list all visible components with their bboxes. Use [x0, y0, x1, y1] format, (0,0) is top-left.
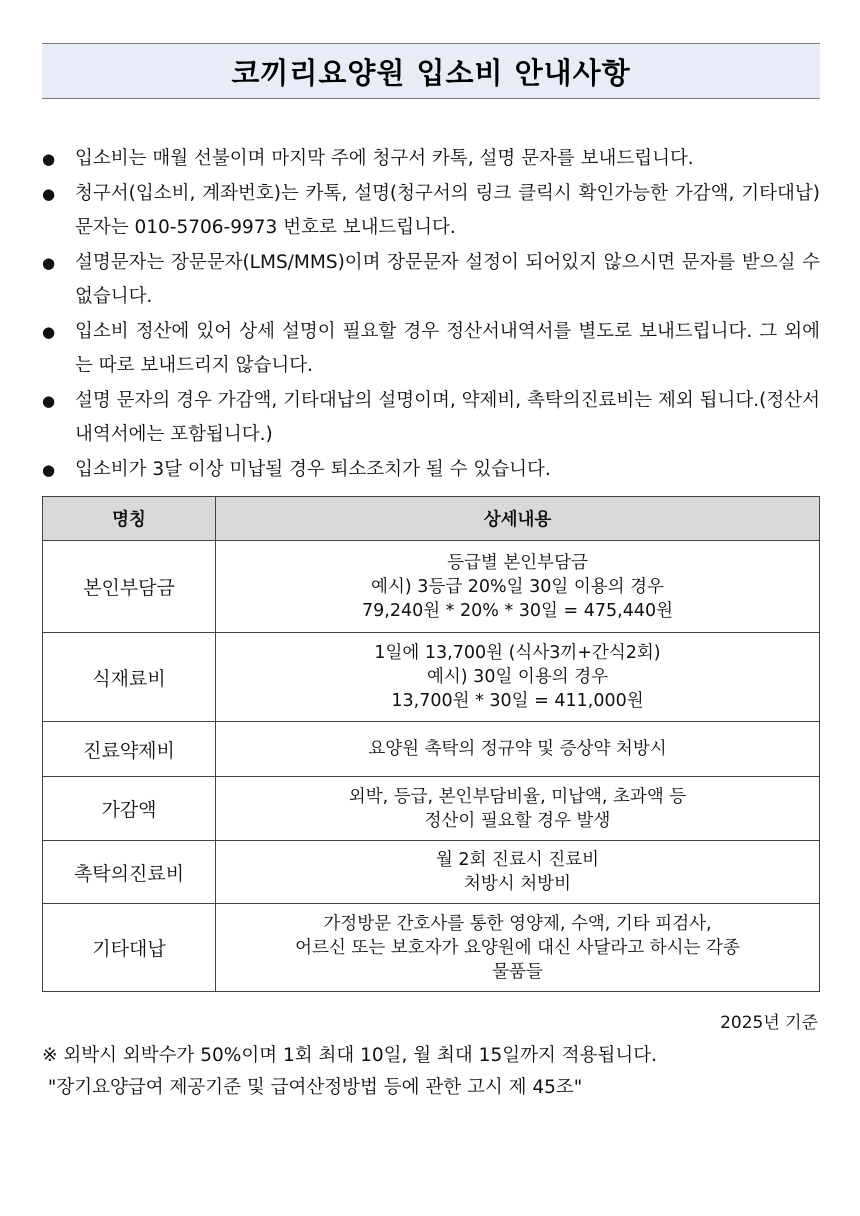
detail-line: 어르신 또는 보호자가 요양원에 대신 사달라고 하시는 각종	[295, 937, 740, 958]
detail-line: 79,240원 * 20% * 30일 = 475,440원	[361, 600, 674, 621]
list-item-text: 입소비가 3달 이상 미납될 경우 퇴소조치가 될 수 있습니다.	[75, 458, 551, 480]
list-item-text: 입소비는 매월 선불이며 마지막 주에 청구서 카톡, 설명 문자를 보내드립니다.	[75, 148, 694, 169]
row-name: 기타대납	[43, 904, 216, 992]
table-row	[43, 777, 820, 841]
list-item-text: 설명 문자의 경우 가감액, 기타대납의 설명이며, 약제비, 촉탁의진료비는 제외 됩니다.(정산서내역서에는 포함됩니다.)	[75, 389, 820, 445]
basis-year: 2025년 기준	[720, 1013, 818, 1033]
fee-table	[42, 496, 820, 992]
list-item	[42, 315, 820, 384]
bullet-icon: ●	[42, 391, 56, 410]
detail-line: 처방시 처방비	[464, 874, 571, 894]
row-name: 가감액	[43, 777, 216, 841]
list-item	[42, 384, 820, 453]
bullet-icon: ●	[42, 460, 56, 479]
bullet-icon: ●	[42, 253, 56, 272]
row-detail	[216, 541, 820, 633]
list-item-text: 청구서(입소비, 계좌번호)는 카톡, 설명(청구서의 링크 클릭시 확인가능한 가감액, 기타대납) 문자는 010-5706-9973 번호로 보내드립니다.	[75, 182, 820, 238]
detail-line: 가정방문 간호사를 통한 영양제, 수액, 기타 피검사,	[323, 913, 712, 934]
row-name: 식재료비	[43, 633, 216, 722]
list-item	[42, 142, 820, 177]
detail-line: 정산이 필요할 경우 발생	[424, 810, 611, 831]
detail-line: 요양원 촉탁의 정규약 및 증상약 처방시	[368, 739, 667, 759]
detail-line: 예시) 30일 이용의 경우	[426, 667, 609, 687]
detail-line: 1일에 13,700원 (식사3끼+간식2회)	[374, 643, 661, 663]
detail-line: 외박, 등급, 본인부담비율, 미납액, 초과액 등	[348, 786, 687, 807]
table-row	[43, 841, 820, 904]
page-title: 코끼리요양원 입소비 안내사항	[231, 55, 631, 90]
row-detail	[216, 633, 820, 722]
footnote-line: ※ 외박시 외박수가 50%이며 1회 최대 10일, 월 최대 15일까지 적용됩니다.	[42, 1045, 657, 1066]
row-detail	[216, 777, 820, 841]
table-row	[43, 904, 820, 992]
detail-line: 물품들	[492, 961, 543, 982]
list-item	[42, 177, 820, 246]
notice-list	[42, 142, 820, 487]
footnote-line: "장기요양급여 제공기준 및 급여산정방법 등에 관한 고시 제 45조"	[42, 1077, 583, 1098]
row-name: 진료약제비	[43, 722, 216, 777]
row-detail	[216, 841, 820, 904]
bullet-icon: ●	[42, 184, 56, 203]
detail-line: 예시) 3등급 20%일 30일 이용의 경우	[371, 576, 664, 597]
list-item	[42, 453, 820, 488]
detail-line: 등급별 본인부담금	[447, 552, 588, 573]
footnote	[42, 1040, 832, 1104]
row-detail	[216, 722, 820, 777]
row-name: 본인부담금	[43, 541, 216, 633]
row-detail	[216, 904, 820, 992]
detail-line: 13,700원 * 30일 = 411,000원	[391, 691, 644, 711]
header-name: 명칭	[43, 497, 216, 541]
header-detail: 상세내용	[216, 497, 820, 541]
table-row	[43, 541, 820, 633]
list-item-text: 입소비 정산에 있어 상세 설명이 필요할 경우 정산서내역서를 별도로 보내드립니다. 그 외에는 따로 보내드리지 않습니다.	[75, 320, 820, 376]
table-row	[43, 633, 820, 722]
detail-line: 월 2회 진료시 진료비	[435, 850, 600, 870]
list-item-text: 설명문자는 장문문자(LMS/MMS)이며 장문문자 설정이 되어있지 않으시면 문자를 받으실 수 없습니다.	[75, 251, 820, 307]
table-header-row	[43, 497, 820, 541]
bullet-icon: ●	[42, 150, 56, 168]
title-banner	[42, 43, 820, 99]
list-item	[42, 246, 820, 315]
table-row	[43, 722, 820, 777]
bullet-icon: ●	[42, 322, 56, 341]
row-name: 촉탁의진료비	[43, 841, 216, 904]
